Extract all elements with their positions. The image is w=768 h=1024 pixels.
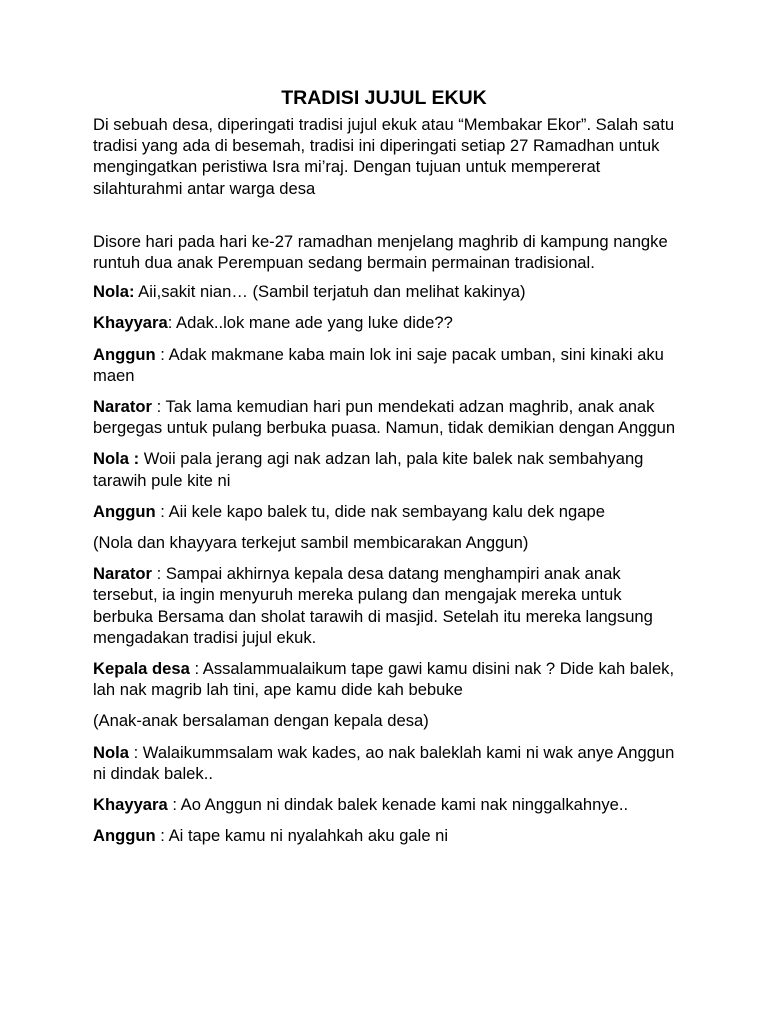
speaker-name: Khayyara: [93, 795, 168, 815]
dialogue-text: : Assalammualaikum tape gawi kamu disini nak ? Dide kah balek, lah nak magrib lah tini, ape kamu dide kah bebuke: [93, 659, 675, 700]
dialogue-line: [93, 794, 683, 815]
dialogue-line: [93, 658, 683, 700]
dialogue-line: [93, 448, 683, 490]
dialogue-text: : Walaikummsalam wak kades, ao nak baleklah kami ni wak anye Anggun ni dindak balek..: [93, 742, 675, 783]
dialogue-line: [93, 742, 683, 784]
dialogue-text: Woii pala jerang agi nak adzan lah, pala kite balek nak sembahyang tarawih pule kite ni: [93, 449, 644, 490]
speaker-name: Nola:: [93, 282, 135, 302]
dialogue-text: (Nola dan khayyara terkejut sambil membicarakan Anggun): [93, 533, 529, 553]
dialogue-line: [93, 501, 683, 522]
dialogue-text: : Aii kele kapo balek tu, dide nak sembayang kalu dek ngape: [155, 501, 605, 521]
dialogue-text: : Sampai akhirnya kepala desa datang menghampiri anak anak tersebut, ia ingin menyuruh mereka pulang dan mengajak mereka untuk berbuka Bersama dan sholat tarawih di masjid. Setelah itu mereka langsung mengadakan tradisi jujul ekuk.: [93, 564, 653, 647]
dialogue-line: [93, 825, 683, 846]
speaker-name: Narator: [93, 397, 153, 417]
speaker-name: Nola: [93, 742, 129, 762]
dialogue-line: [93, 281, 683, 302]
dialogue-text: : Adak makmane kaba main lok ini saje pacak umban, sini kinaki aku maen: [93, 344, 664, 385]
speaker-name: Anggun: [93, 501, 156, 521]
dialogue-text: : Adak..lok mane ade yang luke dide??: [167, 313, 453, 333]
speaker-name: Kepala desa: [93, 659, 190, 679]
document-title: TRADISI JUJUL EKUK: [281, 87, 487, 109]
speaker-name: Nola :: [93, 449, 140, 469]
dialogue-line: [93, 396, 683, 438]
dialogue-text: : Ai tape kamu ni nyalahkah aku gale ni: [155, 826, 449, 846]
speaker-name: Anggun: [93, 344, 156, 364]
speaker-name: Khayyara: [93, 313, 168, 333]
dialogue-text: Aii,sakit nian… (Sambil terjatuh dan melihat kakinya): [134, 282, 526, 302]
intro-paragraph: Di sebuah desa, diperingati tradisi jujul ekuk atau “Membakar Ekor”. Salah satu tradisi yang ada di besemah, tradisi ini diperingati setiap 27 Ramadhan untuk mengingatkan peristiwa Isra mi’raj. Dengan tujuan untuk mempererat silahturahmi antar warga desa: [93, 115, 675, 198]
dialogue-line: [93, 563, 683, 648]
stage-direction: [93, 532, 683, 553]
dialogue-text: : Tak lama kemudian hari pun mendekati adzan maghrib, anak anak bergegas untuk pulang berbuka puasa. Namun, tidak demikian dengan Anggun: [93, 397, 676, 438]
document-page: [93, 86, 683, 856]
dialogue-line: [93, 312, 683, 333]
dialogue-text: (Anak-anak bersalaman dengan kepala desa): [93, 711, 429, 731]
speaker-name: Narator: [93, 564, 153, 584]
dialogue-text: : Ao Anggun ni dindak balek kenade kami nak ninggalkahnye..: [167, 795, 629, 815]
speaker-name: Anggun: [93, 826, 156, 846]
setting-paragraph: Disore hari pada hari ke-27 ramadhan menjelang maghrib di kampung nangke runtuh dua anak Perempuan sedang bermain permainan tradisional.: [93, 231, 668, 273]
dialogue-line: [93, 344, 683, 386]
stage-direction: [93, 710, 683, 731]
